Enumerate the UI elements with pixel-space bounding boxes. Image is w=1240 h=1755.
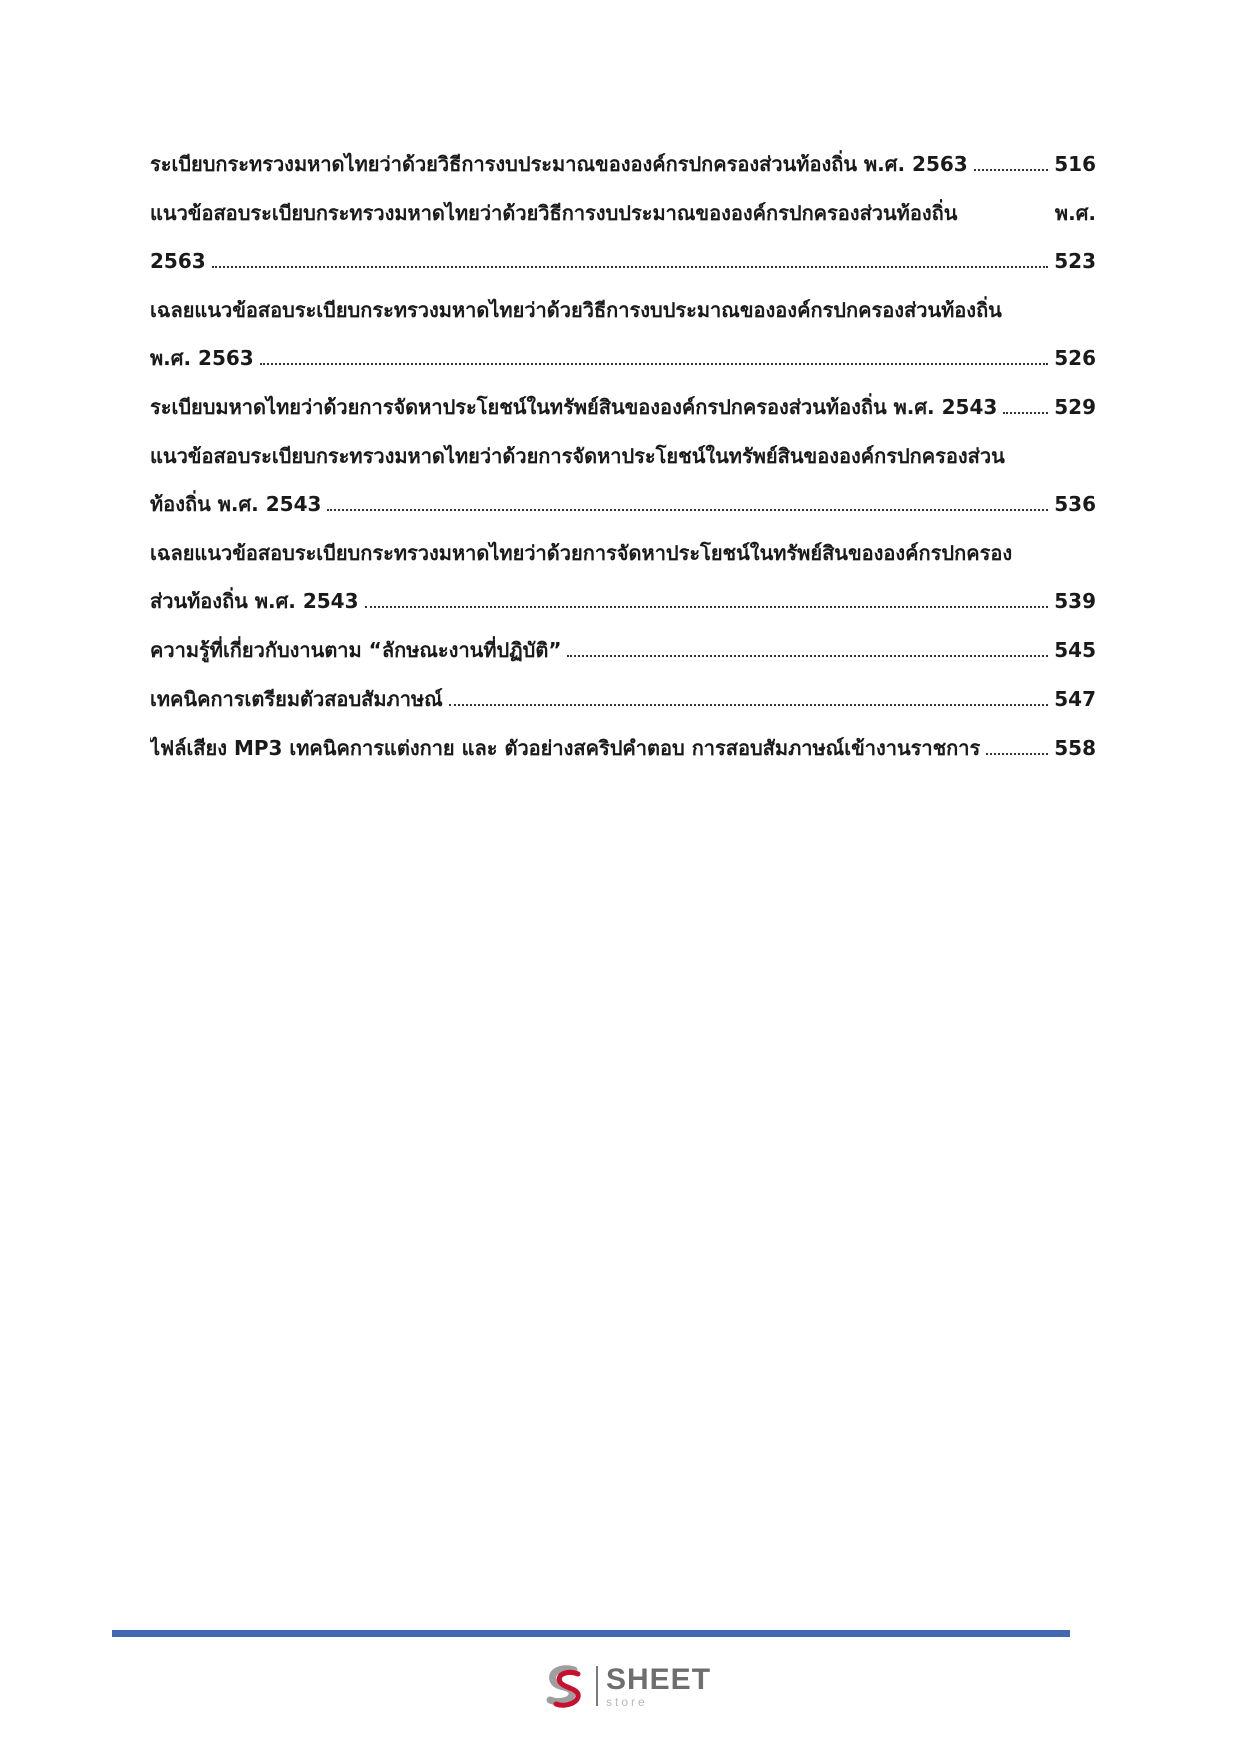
toc-page-number: 547 <box>1054 687 1096 711</box>
toc-dot-leader <box>212 265 1049 268</box>
toc-entry-title-line-2: 2563 <box>150 249 206 273</box>
toc-entry-title-line-1: แนวข้อสอบระเบียบกระทรวงมหาดไทยว่าด้วยวิธีการงบประมาณขององค์กรปกครองส่วนท้องถิ่น พ.ศ. <box>150 201 1096 225</box>
toc-entry-title-line-2: ส่วนท้องถิ่น พ.ศ. 2543 <box>150 589 359 613</box>
toc-line <box>150 488 1096 521</box>
sheet-store-logo <box>540 1662 711 1710</box>
toc-page-number: 523 <box>1054 249 1096 273</box>
toc-line <box>150 732 1096 765</box>
toc-page-number: 516 <box>1054 152 1096 176</box>
toc-entry-title-line-1: เฉลยแนวข้อสอบระเบียบกระทรวงมหาดไทยว่าด้วยการจัดหาประโยชน์ในทรัพย์สินขององค์กรปกครอง <box>150 541 1013 565</box>
toc-line <box>150 342 1096 375</box>
toc-entry-8[interactable] <box>150 683 1096 716</box>
toc-page-number: 526 <box>1054 346 1096 370</box>
toc-entry-title: ระเบียบมหาดไทยว่าด้วยการจัดหาประโยชน์ในทรัพย์สินขององค์กรปกครองส่วนท้องถิ่น พ.ศ. 2543 <box>150 395 998 419</box>
toc-line <box>150 245 1096 278</box>
table-of-contents <box>150 148 1096 781</box>
logo-subtitle: store <box>606 1694 648 1709</box>
toc-dot-leader <box>1003 411 1048 414</box>
toc-entry-title: เทคนิคการเตรียมตัวสอบสัมภาษณ์ <box>150 687 443 711</box>
toc-entry-1[interactable] <box>150 148 1096 181</box>
toc-entry-3[interactable] <box>150 294 1096 375</box>
toc-dot-leader <box>986 752 1048 755</box>
toc-entry-title: ระเบียบกระทรวงมหาดไทยว่าด้วยวิธีการงบประมาณขององค์กรปกครองส่วนท้องถิ่น พ.ศ. 2563 <box>150 152 968 176</box>
toc-entry-9[interactable] <box>150 732 1096 765</box>
toc-entry-title-line-1: เฉลยแนวข้อสอบระเบียบกระทรวงมหาดไทยว่าด้วยวิธีการงบประมาณขององค์กรปกครองส่วนท้องถิ่น <box>150 298 1002 322</box>
toc-entry-title-line-1: แนวข้อสอบระเบียบกระทรวงมหาดไทยว่าด้วยการจัดหาประโยชน์ในทรัพย์สินขององค์กรปกครองส่วน <box>150 444 1005 468</box>
toc-line <box>150 585 1096 618</box>
toc-entry-title: ความรู้ที่เกี่ยวกับงานตาม “ลักษณะงานที่ปฏิบัติ” <box>150 638 562 662</box>
toc-line <box>150 391 1096 424</box>
toc-page-number: 545 <box>1054 638 1096 662</box>
toc-entry-6[interactable] <box>150 537 1096 618</box>
toc-entry-2[interactable] <box>150 197 1096 278</box>
logo-divider <box>596 1666 598 1706</box>
toc-dot-leader <box>365 605 1049 608</box>
toc-page-number: 536 <box>1054 492 1096 516</box>
toc-entry-7[interactable] <box>150 634 1096 667</box>
toc-entry-title-line-2: พ.ศ. 2563 <box>150 346 254 370</box>
toc-entry-4[interactable] <box>150 391 1096 424</box>
toc-dot-leader <box>260 362 1049 365</box>
toc-dot-leader <box>974 168 1049 171</box>
toc-page-number: 558 <box>1054 736 1096 760</box>
toc-line <box>150 683 1096 716</box>
toc-line <box>150 148 1096 181</box>
toc-entry-5[interactable] <box>150 440 1096 521</box>
toc-line <box>150 634 1096 667</box>
toc-page-number: 539 <box>1054 589 1096 613</box>
toc-page-number: 529 <box>1054 395 1096 419</box>
toc-entry-title: ไฟล์เสียง MP3 เทคนิคการแต่งกาย และ ตัวอย่างสคริปคำตอบ การสอบสัมภาษณ์เข้างานราชการ <box>150 736 981 760</box>
toc-dot-leader <box>449 703 1049 706</box>
toc-dot-leader <box>327 508 1048 511</box>
toc-entry-title-line-2: ท้องถิ่น พ.ศ. 2543 <box>150 492 322 516</box>
sheet-store-s-logo-icon <box>540 1662 588 1710</box>
logo-title: SHEET <box>606 1662 712 1696</box>
footer-divider <box>112 1630 1070 1637</box>
logo-wordmark <box>606 1662 712 1709</box>
toc-dot-leader <box>567 654 1048 657</box>
